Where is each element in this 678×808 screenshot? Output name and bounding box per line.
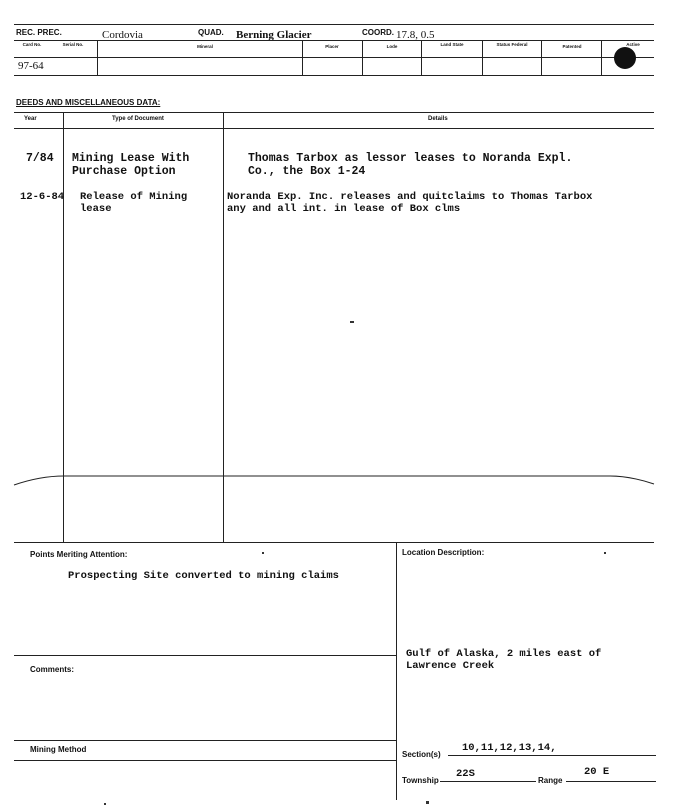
- rec-prec-label: REC. PREC.: [16, 28, 62, 37]
- section-label: Section(s): [402, 750, 441, 759]
- col-status-federal: Status Federal: [496, 42, 528, 47]
- deeds-col-year: Year: [24, 116, 37, 122]
- deed-type: Mining Lease With Purchase Option: [72, 152, 190, 178]
- section-value: 10,11,12,13,14,: [462, 742, 557, 754]
- location-label: Location Description:: [402, 548, 485, 557]
- speck: [262, 552, 264, 554]
- deeds-section-title: DEEDS AND MISCELLANEOUS DATA:: [16, 98, 161, 107]
- speck: [350, 321, 354, 323]
- deed-year: 7/84: [26, 152, 54, 165]
- col-mineral: Mineral: [197, 44, 213, 49]
- coord-label: COORD.: [362, 28, 394, 37]
- quad-label: QUAD.: [198, 28, 224, 37]
- fold-line: [0, 470, 678, 490]
- col-patented: Patented: [562, 44, 582, 49]
- punch-hole-icon: [614, 47, 636, 69]
- col-active: Active: [626, 42, 640, 47]
- points-label: Points Meriting Attention:: [30, 550, 128, 559]
- quad-value: Berning Glacier: [236, 29, 312, 41]
- deeds-col-details: Details: [428, 116, 448, 122]
- range-label: Range: [538, 776, 563, 785]
- range-value: 20 E: [584, 766, 610, 778]
- deeds-col-type: Type of Document: [112, 116, 164, 122]
- col-card-no: Card No.: [22, 42, 42, 47]
- deed-details: Thomas Tarbox as lessor leases to Noranda Expl. Co., the Box 1-24: [248, 152, 573, 178]
- deed-details: Noranda Exp. Inc. releases and quitclaims to Thomas Tarbox any and all int. in lease of Box clms: [227, 191, 593, 215]
- col-placer: Placer: [325, 44, 339, 49]
- deed-year: 12-6-84: [20, 191, 65, 203]
- location-text: Gulf of Alaska, 2 miles east of Lawrence Creek: [406, 648, 602, 672]
- col-serial-no: Serial No.: [62, 42, 84, 47]
- speck: [604, 552, 606, 554]
- col-lode: Lode: [386, 44, 398, 49]
- speck: [426, 801, 429, 804]
- township-label: Township: [402, 776, 439, 785]
- col-land-state: Land State: [440, 42, 464, 47]
- township-value: 22S: [456, 768, 475, 780]
- coord-value: 17.8, 0.5: [396, 29, 435, 41]
- points-text: Prospecting Site converted to mining claims: [68, 570, 339, 582]
- rec-prec-value: Cordovia: [102, 29, 143, 41]
- deed-type: Release of Mining lease: [80, 191, 188, 215]
- speck: [104, 803, 106, 805]
- card-no-value: 97-64: [18, 60, 44, 72]
- comments-label: Comments:: [30, 665, 75, 674]
- mining-method-label: Mining Method: [30, 745, 87, 754]
